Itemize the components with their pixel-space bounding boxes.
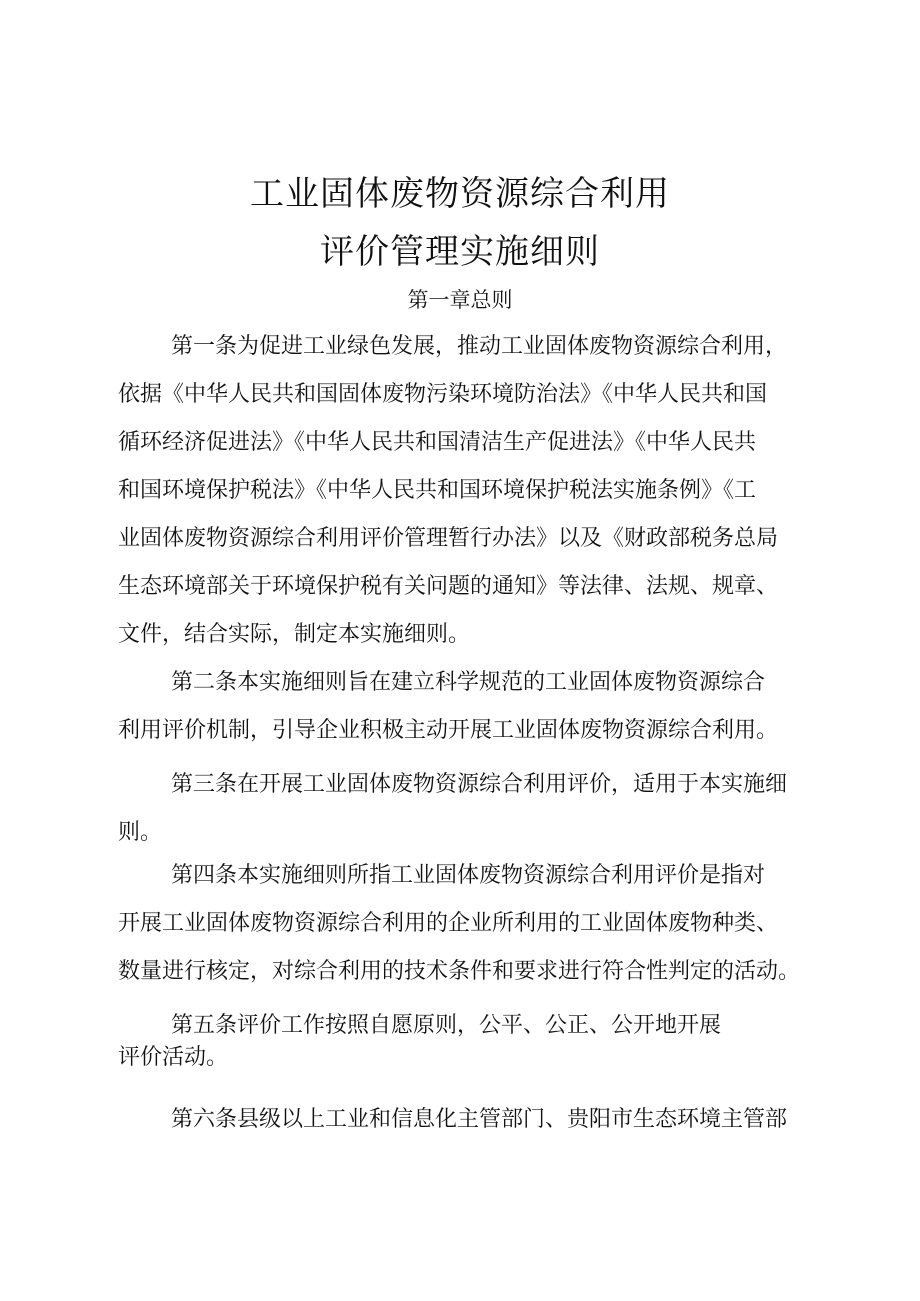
- article-1-line: 循环经济促进法》《中华人民共和国清洁生产促进法》《中华人民共: [118, 430, 757, 455]
- article-1-line: 第一条为促进工业绿色发展，推动工业固体废物资源综合利用，: [171, 334, 788, 359]
- article-3-line: 则。: [118, 820, 163, 845]
- document-title-line-1: 工业固体废物资源综合利用: [250, 174, 670, 214]
- article-1-line: 生态环境部关于环境保护税有关问题的通知》等法律、法规、规章、: [118, 574, 779, 599]
- article-1-line: 业固体废物资源综合利用评价管理暂行办法》以及《财政部税务总局: [118, 526, 779, 551]
- document-title-line-2: 评价管理实施细则: [320, 232, 600, 272]
- article-3-line: 第三条在开展工业固体废物资源综合利用评价，适用于本实施细: [171, 772, 788, 797]
- article-5-line: 评价活动。: [118, 1045, 229, 1070]
- article-5-line: 第五条评价工作按照自愿原则，公平、公正、公开地开展: [171, 1013, 722, 1038]
- article-4-line: 数量进行核定，对综合利用的技术条件和要求进行符合性判定的活动。: [118, 959, 801, 984]
- article-4-line: 第四条本实施细则所指工业固体废物资源综合利用评价是指对: [171, 863, 766, 888]
- article-2-line: 利用评价机制，引导企业积极主动开展工业固体废物资源综合利用。: [118, 718, 779, 743]
- chapter-heading: 第一章总则: [407, 288, 513, 312]
- article-1-line: 和国环境保护税法》《中华人民共和国环境保护税法实施条例》《工: [118, 478, 757, 503]
- article-1-line: 文件，结合实际，制定本实施细则。: [118, 622, 471, 647]
- article-2-line: 第二条本实施细则旨在建立科学规范的工业固体废物资源综合: [171, 670, 766, 695]
- article-6-line: 第六条县级以上工业和信息化主管部门、贵阳市生态环境主管部: [171, 1107, 788, 1132]
- article-4-line: 开展工业固体废物资源综合利用的企业所利用的工业固体废物种类、: [118, 911, 779, 936]
- article-1-line: 依据《中华人民共和国固体废物污染环境防治法》《中华人民共和国: [118, 382, 768, 407]
